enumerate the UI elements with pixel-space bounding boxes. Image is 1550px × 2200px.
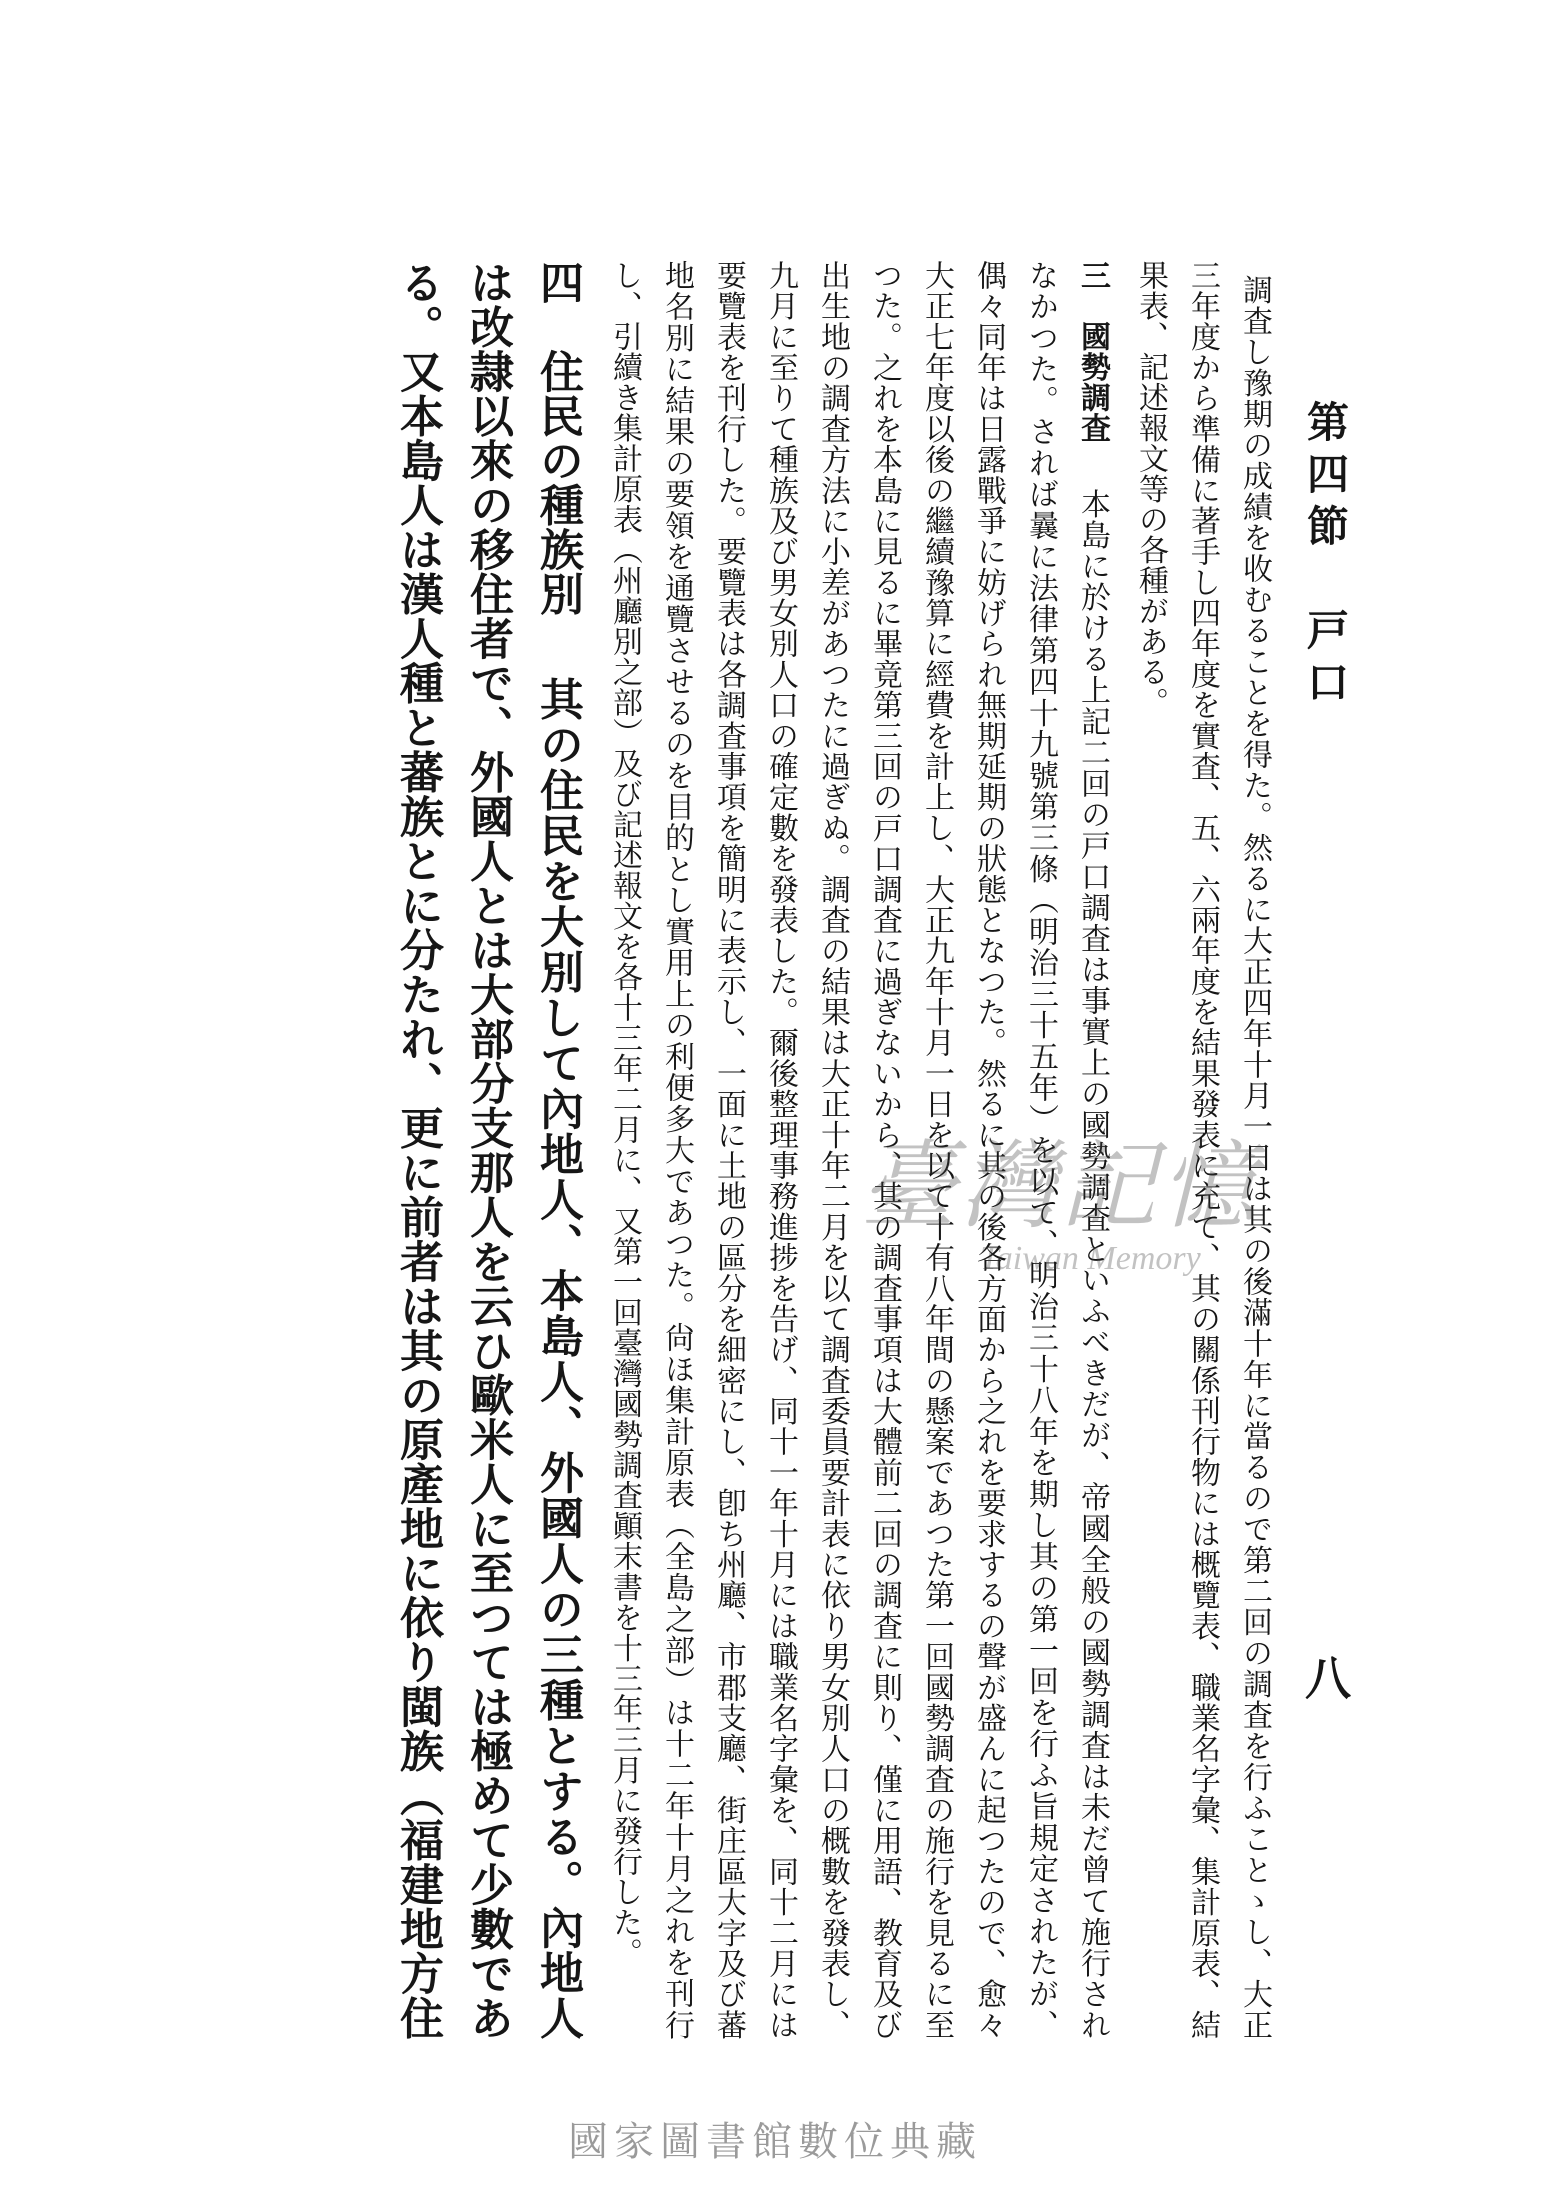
paragraph-heading: 三 國勢調査 [1075, 260, 1110, 443]
watermark-english: Taiwan Memory [980, 1240, 1201, 1277]
watermark-chinese: 臺灣記憶 [860, 1130, 1260, 1242]
paragraph-residents [382, 260, 592, 2040]
running-header [1290, 400, 1360, 1700]
page-number: 八 [1298, 1654, 1352, 1700]
paragraph-text: 本島に於ける上記二回の戸口調査は事實上の國勢調査といふべきだが、帝國全般の國勢調査は未だ曾て施行されなかつた。されば曩に法律第四十九號第三條（明治三十五年）を以て、明治三十八年を期し其の第一回を行ふ旨規定されたが、偶々同年は日露戰爭に妨げられ無期延期の狀態となつた。然るに其の後各方面から之れを要求するの聲が盛んに起つたので、愈々大正七年度以後の繼續豫算に經費を計上し、大正九年十月一日を以て十有八年間の懸案であつた第一回國勢調査の施行を見るに至つた。之れを本島に見るに畢竟第三回の戸口調査に過ぎないから、其の調査事項は大體前二回の調査に則り、僅に用語、教育及び出生地の調査方法に小差があつたに過ぎぬ。調査の結果は大正十年二月を以て調査委員要計表に依り男女別人口の概數を發表し、九月に至りて種族及び男女別人口の確定數を發表した。爾後整理事務進捗を告げ、同十一年十月には職業名字彙を、同十二月には要覽表を刊行した。要覽表は各調査事項を簡明に表示し、一面に土地の區分を細密にし、卽ち州廳、市郡支廳、街庄區大字及び蕃地名別に結果の要領を通覽させるのを目的とし實用上の利便多大であつた。尙ほ集計原表（全島之部）は十二年十月之れを刊行し、引續き集計原表（州廳別之部）及び記述報文を各十三年二月に、又第一回臺灣國勢調査顚末書を十三年三月に發行した。 [607, 260, 1110, 2040]
paragraph-text: 其の住民を大別して內地人、本島人、外國人の三種とする。內地人は改隷以來の移住者で、外國人とは大部分支那人を云ひ歐米人に至つては極めて少數である。又本島人は漢人種と蕃族とに分たれ、更に前者は其の原產地に依り閩族（福建地方住 [392, 260, 583, 2040]
footer-credit: 國家圖書館數位典藏 [568, 2119, 982, 2165]
paragraph-text: 調査し豫期の成績を收むることを得た。然るに大正四年十月一日は其の後滿十年に當るので第二回の調査を行ふことゝし、大正三年度から準備に著手し四年度を實査、五、六兩年度を結果發表に充て、其の關係刊行物には概覽表、職業名字彙、集計原表、結果表、記述報文等の各種がある。 [1133, 260, 1272, 2040]
paragraph-heading: 四 住民の種族別 [532, 260, 583, 616]
section-title: 第四節 戸口 [1301, 400, 1350, 712]
watermark-logo [860, 1100, 1300, 1330]
